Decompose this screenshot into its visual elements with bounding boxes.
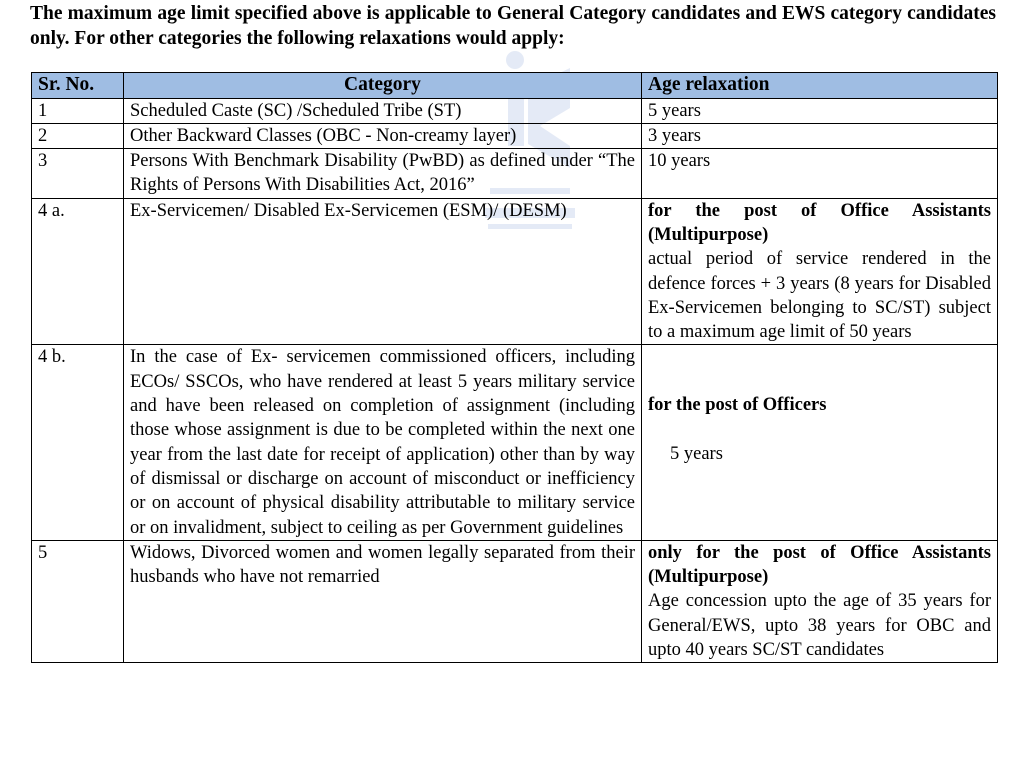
row-sr-no: 1 [32, 98, 124, 123]
row-sr-no: 3 [32, 149, 124, 199]
age-relaxation-detail: actual period of service rendered in the defence forces + 3 years (8 years for Disabled Ex-Servicemen belonging to SC/ST) subject to a maximum age limit of 50 years [648, 249, 991, 343]
row-age-relaxation [642, 345, 998, 540]
age-relaxation-detail: 5 years [670, 443, 723, 464]
age-relaxation-table [31, 72, 998, 663]
table-row [32, 345, 998, 540]
row-age-relaxation [642, 540, 998, 662]
table-row [32, 540, 998, 662]
row-sr-no: 2 [32, 123, 124, 148]
row-category: Persons With Benchmark Disability (PwBD) as defined under “The Rights of Persons With Disabilities Act, 2016” [124, 149, 642, 199]
header-category: Category [124, 73, 642, 99]
table-row [32, 198, 998, 345]
header-age-relaxation: Age relaxation [642, 73, 998, 99]
age-relaxation-post: for the post of Officers [648, 395, 827, 416]
row-sr-no: 5 [32, 540, 124, 662]
row-age-relaxation [642, 198, 998, 345]
row-category: Widows, Divorced women and women legally separated from their husbands who have not remarried [124, 540, 642, 662]
table-row [32, 98, 998, 123]
intro-paragraph: The maximum age limit specified above is applicable to General Category candidates and EWS category candidates only. For other categories the following relaxations would apply: [30, 3, 996, 49]
table-row [32, 123, 998, 148]
table-header-row [32, 73, 998, 99]
row-age-relaxation: 3 years [642, 123, 998, 148]
table-row [32, 149, 998, 199]
age-relaxation-post: only for the post of Office Assistants (Multipurpose) [648, 542, 991, 588]
age-relaxation-post: for the post of Office Assistants (Multipurpose) [648, 200, 991, 245]
row-sr-no: 4 a. [32, 198, 124, 345]
row-category: Other Backward Classes (OBC - Non-creamy layer) [124, 123, 642, 148]
row-category: In the case of Ex- servicemen commissioned officers, including ECOs/ SSCOs, who have rendered at least 5 years military service and have been released on completion of assignment (including those whose assignment is due to be completed within the next one year from the last date for receipt of application) other than by way of dismissal or discharge on account of misconduct or inefficiency or on account of physical disability attributable to military service or on invalidment, subject to ceiling as per Government guidelines [124, 345, 642, 540]
row-sr-no: 4 b. [32, 345, 124, 540]
row-category: Ex-Servicemen/ Disabled Ex-Servicemen (ESM)/ (DESM) [124, 198, 642, 345]
age-relaxation-detail: Age concession upto the age of 35 years for General/EWS, upto 38 years for OBC and upto 40 years SC/ST candidates [648, 591, 991, 661]
row-age-relaxation: 10 years [642, 149, 998, 199]
header-sr-no: Sr. No. [32, 73, 124, 99]
row-category: Scheduled Caste (SC) /Scheduled Tribe (ST) [124, 98, 642, 123]
row-age-relaxation: 5 years [642, 98, 998, 123]
